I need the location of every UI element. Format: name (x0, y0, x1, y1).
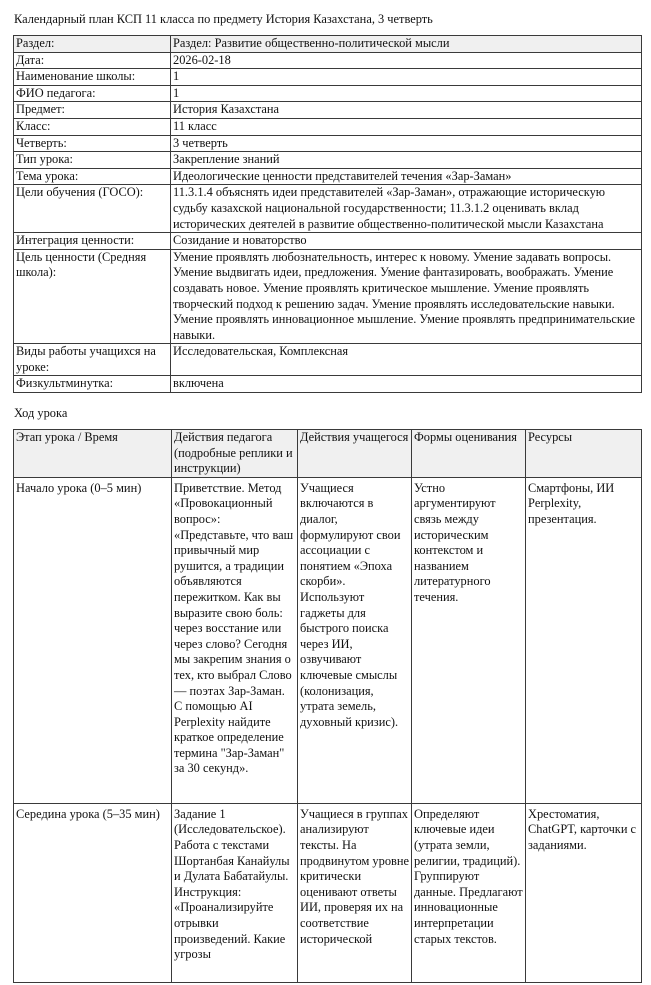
lesson-flow-table (13, 429, 642, 983)
info-key: Цель ценности (Средняя школа): (14, 249, 171, 344)
info-row-value-goal (14, 249, 642, 344)
cell-resources: Смартфоны, ИИ Perplexity, презентация. (526, 477, 642, 803)
info-value: включена (171, 376, 642, 393)
info-key: Четверть: (14, 135, 171, 152)
lesson-info-table (13, 35, 642, 393)
info-row-value-integration (14, 233, 642, 250)
cell-student-actions: Учащиеся включаются в диалог, формулируют свои ассоциации с понятием «Эпоха скорби». Используют гаджеты для быстрого поиска через ИИ, озвучивают ключевые смыслы (колонизация, утрата земель, духовный кризис). (298, 477, 412, 803)
cell-teacher-actions: Приветствие. Метод «Провокационный вопрос»: «Представьте, что ваш привычный мир рушится, а традиции объявляются пережитком. Как вы выразите свою боль: через восстание или через слово? Сегодня мы закрепим знания о тех, кто выбрал Слово — поэтах Зар-Заман. С помощью AI Perplexity найдите краткое определение термина "Зар-Заман" за 30 секунд». (172, 477, 298, 803)
header-student-actions: Действия учащегося (298, 430, 412, 478)
table-row (14, 803, 642, 982)
info-value: 11 класс (171, 118, 642, 135)
info-value: Исследовательская, Комплексная (171, 344, 642, 376)
info-row-subject (14, 102, 642, 119)
info-row-quarter (14, 135, 642, 152)
header-resources: Ресурсы (526, 430, 642, 478)
info-row-lesson-type (14, 152, 642, 169)
info-key: Цели обучения (ГОСО): (14, 185, 171, 233)
info-value: История Казахстана (171, 102, 642, 119)
lesson-flow-heading: Ход урока (14, 406, 68, 420)
cell-stage: Середина урока (5–35 мин) (14, 803, 172, 982)
info-row-work-types (14, 344, 642, 376)
info-value: 1 (171, 85, 642, 102)
cell-stage: Начало урока (0–5 мин) (14, 477, 172, 803)
info-key: Тема урока: (14, 168, 171, 185)
info-key: Тип урока: (14, 152, 171, 169)
info-value: 1 (171, 69, 642, 86)
info-row-grade (14, 118, 642, 135)
header-stage: Этап урока / Время (14, 430, 172, 478)
info-row-physical-break (14, 376, 642, 393)
cell-assessment: Устно аргументируют связь между историческим контекстом и названием литературного течения. (412, 477, 526, 803)
cell-student-actions: Учащиеся в группах анализируют тексты. На продвинутом уровне критически оценивают ответы ИИ, проверяя их на соответствие исторической (298, 803, 412, 982)
info-key: Физкультминутка: (14, 376, 171, 393)
info-value: Созидание и новаторство (171, 233, 642, 250)
info-row-school (14, 69, 642, 86)
info-key: Наименование школы: (14, 69, 171, 86)
info-key: ФИО педагога: (14, 85, 171, 102)
info-value: Закрепление знаний (171, 152, 642, 169)
lesson-table-header (14, 430, 642, 478)
info-key: Дата: (14, 52, 171, 69)
info-value: 3 четверть (171, 135, 642, 152)
info-key: Предмет: (14, 102, 171, 119)
document-title: Календарный план КСП 11 класса по предмету История Казахстана, 3 четверть (14, 12, 433, 26)
info-value: Идеологические ценности представителей течения «Зар-Заман» (171, 168, 642, 185)
info-value: 2026-02-18 (171, 52, 642, 69)
table-row (14, 477, 642, 803)
info-value: Умение проявлять любознательность, интерес к новому. Умение задавать вопросы. Умение выдвигать идеи, предложения. Умение фантазировать, воображать. Умение создавать новое. Умение проявлять критическое мышление. Умение проявлять творческий подход к решению задач. Умение проявлять исследовательские навыки. Умение проявлять инновационное мышление. Умение проявлять предпринимательские навыки. (171, 249, 642, 344)
info-key: Интеграция ценности: (14, 233, 171, 250)
cell-assessment: Определяют ключевые идеи (утрата земли, религии, традиций). Группируют данные. Предлагают инновационные интерпретации старых текстов. (412, 803, 526, 982)
header-assessment: Формы оценивания (412, 430, 526, 478)
info-key: Класс: (14, 118, 171, 135)
info-value: Раздел: Развитие общественно-политической мысли (171, 36, 642, 53)
cell-teacher-actions: Задание 1 (Исследовательское). Работа с текстами Шортанбая Канайулы и Дулата Бабатайулы. Инструкция: «Проанализируйте отрывки произведений. Какие угрозы (172, 803, 298, 982)
info-key: Раздел: (14, 36, 171, 53)
info-row-objectives (14, 185, 642, 233)
info-row-date (14, 52, 642, 69)
info-row-topic (14, 168, 642, 185)
header-teacher-actions: Действия педагога (подробные реплики и инструкции) (172, 430, 298, 478)
info-value: 11.3.1.4 объяснять идеи представителей «Зар-Заман», отражающие историческую судьбу казахской национальной государственности; 11.3.1.2 оценивать вклад исторических деятелей в развитие общественно-политической мысли Казахстана (171, 185, 642, 233)
info-row-teacher (14, 85, 642, 102)
cell-resources: Хрестоматия, ChatGPT, карточки с заданиями. (526, 803, 642, 982)
info-row-section (14, 36, 642, 53)
info-key: Виды работы учащихся на уроке: (14, 344, 171, 376)
